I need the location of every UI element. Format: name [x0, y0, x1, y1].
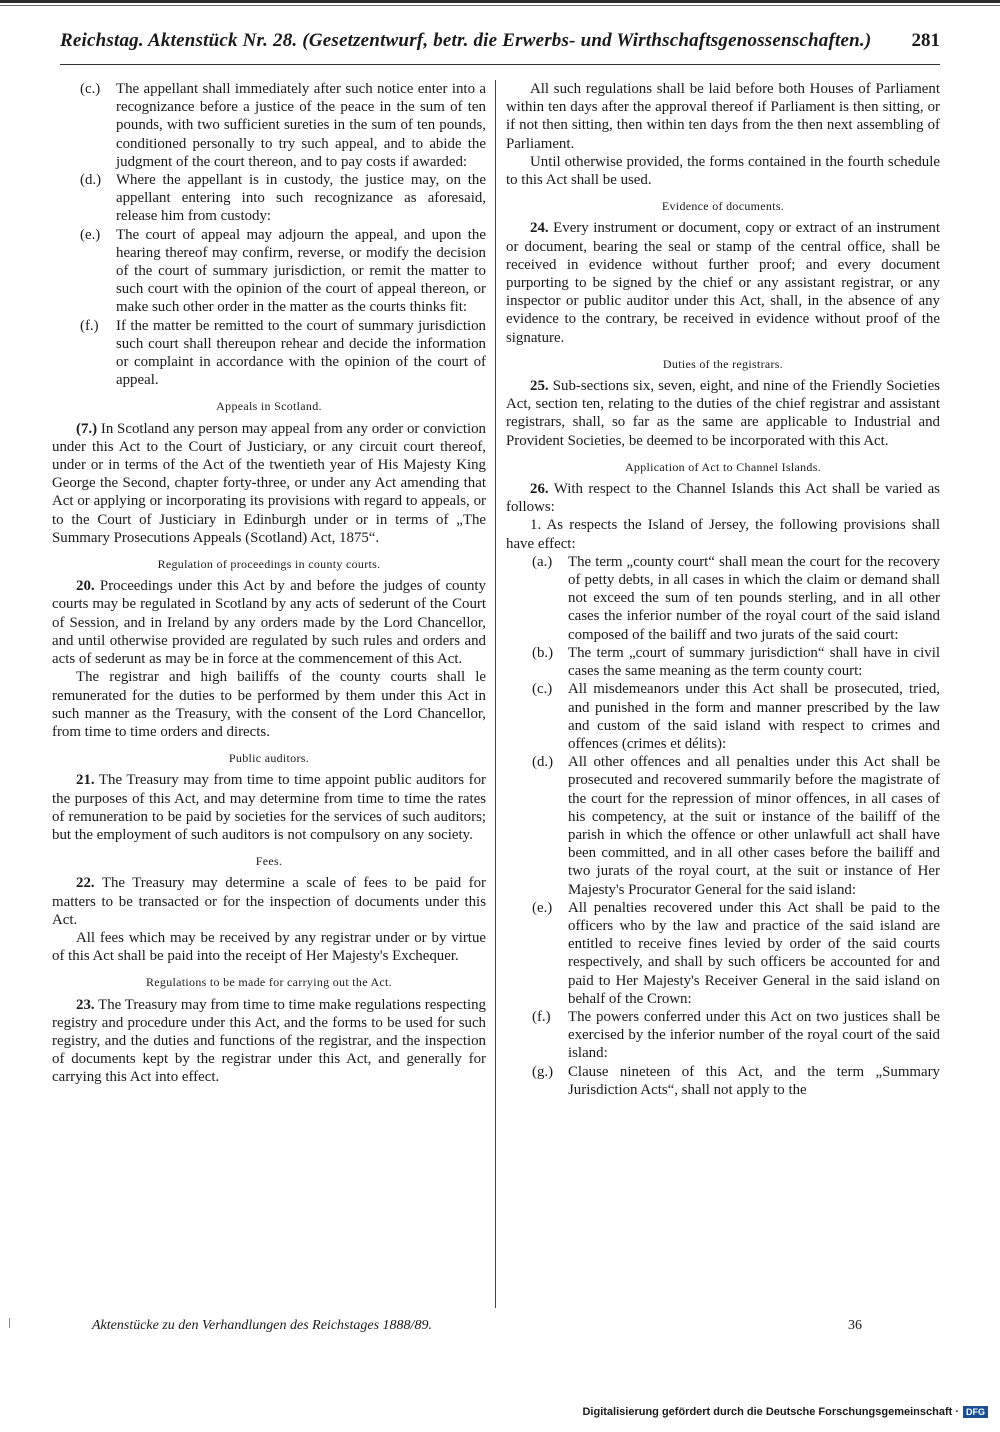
list-item	[506, 553, 940, 644]
footer-sheet-number: 36	[848, 1318, 862, 1333]
section-number: 21.	[76, 772, 95, 789]
item-text: Where the appellant is in custody, the justice may, on the appellant entering into such recognizance as aforesaid, release him from custody:	[116, 172, 486, 225]
section-text: Proceedings under this Act by and before the judges of county courts may be regulated in Scotland by any acts of sederunt of the Court of Session, and in Ireland by any orders made by the Lord Chancellor, and until otherwise provided are regulated by such rules and orders and acts of sederunt as may be in force at the commencement of this Act.	[52, 578, 486, 668]
list-item	[52, 171, 486, 226]
section-26	[506, 480, 940, 516]
section-24	[506, 219, 940, 346]
section-number: 23.	[76, 996, 95, 1013]
paragraph-7	[52, 420, 486, 547]
list-item	[506, 680, 940, 753]
dfg-logo-icon: DFG	[963, 1406, 988, 1418]
section-22-paragraph-2: All fees which may be received by any registrar under or by virtue of this Act shall be paid into the receipt of Her Majesty's Exchequer.	[52, 929, 486, 965]
list-item	[506, 1063, 940, 1099]
heading-public-auditors: Public auditors.	[228, 751, 310, 766]
section-number: 25.	[530, 378, 549, 395]
section-number: 22.	[76, 875, 95, 892]
digitization-text: Digitalisierung gefördert durch die Deutsche Forschungsgemeinschaft ·	[582, 1406, 959, 1418]
heading-fees: Fees.	[255, 854, 283, 869]
list-item	[52, 80, 486, 171]
section-text: The Treasury may determine a scale of fees to be paid for matters to be transacted or for the inspection of documents under this Act.	[52, 875, 486, 928]
item-text: All other offences and all penalties under this Act shall be prosecuted and recovered summarily before the magistrate of the court for the repression of minor offences, in all cases of his competency, at the suit or instance of the bailiff of the parish in which the offence or other unlawfull act shall have been committed, and in all other cases before the bailiff and two jurats of the royal court, at the suit or instance of Her Majesty's Procurator General for the said island:	[568, 754, 940, 898]
item-label: (a.)	[532, 553, 553, 570]
digitization-notice	[582, 1406, 988, 1418]
heading-regulations: Regulations to be made for carrying out the Act.	[145, 975, 392, 990]
section-22	[52, 874, 486, 929]
footer-source: Aktenstücke zu den Verhandlungen des Reichstages 1888/89.	[92, 1318, 432, 1333]
paragraph-text: In Scotland any person may appeal from any order or conviction under this Act to the Court of Justiciary, or any circuit court thereof, under or in terms of the Act of the twentieth year of His Majesty King George the Second, chapter forty-three, or under any Act amending that Act or applying or incorporating its provisions with regard to appeals, or to the Court of Justiciary in Edinburgh under or in terms of „The Summary Prosecutions Appeals (Scotland) Act, 1875“.	[52, 420, 486, 546]
section-25	[506, 377, 940, 450]
paragraph-number: (7.)	[76, 420, 98, 437]
item-label: (e.)	[532, 899, 553, 916]
header-title: Reichstag. Aktenstück Nr. 28. (Gesetzentwurf, betr. die Erwerbs- und Wirthschaftsgenossenschaften.)	[60, 30, 872, 51]
section-21	[52, 771, 486, 844]
item-text: Clause nineteen of this Act, and the term „Summary Jurisdiction Acts“, shall not apply to the	[568, 1063, 940, 1098]
item-text: The term „court of summary jurisdiction“ shall have in civil cases the same meaning as the term county court:	[568, 644, 940, 680]
section-23	[52, 996, 486, 1087]
section-text: The Treasury may from time to time make regulations respecting registry and procedure under this Act, and the forms to be used for such registry, and the duties and functions of the registrar, and the inspection of documents kept by the registrar under this Act, and generally for carrying this Act into effect.	[52, 996, 486, 1086]
right-column	[506, 80, 940, 1099]
item-label: (e.)	[80, 226, 101, 243]
heading-appeals-scotland: Appeals in Scotland.	[216, 399, 322, 414]
item-label: (g.)	[532, 1063, 554, 1080]
heading-duties: Duties of the registrars.	[662, 356, 784, 371]
list-item	[506, 899, 940, 1008]
heading-channel-islands: Application of Act to Channel Islands.	[624, 459, 822, 474]
item-text: The term „county court“ shall mean the court for the recovery of petty debts, in all cases in which the claim or demand shall not exceed the sum of ten pounds sterling, and in all other cases the inferior number of the royal court of the said island composed of the bailiff and two jurats of the said court:	[568, 553, 940, 643]
section-number: 26.	[530, 481, 549, 498]
list-item	[506, 644, 940, 680]
section-26-subsection-1: 1. As respects the Island of Jersey, the following provisions shall have effect:	[506, 517, 940, 552]
item-text: If the matter be remitted to the court of summary jurisdiction such court shall thereupon rehear and decide the information or complaint in accordance with the opinion of the court of appeal.	[116, 317, 486, 389]
item-label: (c.)	[532, 681, 553, 698]
page-number: 281	[911, 30, 940, 51]
left-column	[52, 80, 486, 1087]
top-rule	[0, 0, 1000, 3]
list-item	[52, 317, 486, 390]
item-label: (f.)	[532, 1008, 551, 1025]
item-text: All penalties recovered under this Act shall be paid to the officers who by the law and practice of the said island are entitled to receive fines levied by order of the said courts respectively, and shall by such officers be accounted for and paid to Her Majesty's Receiver General in the said island on behalf of the Crown:	[568, 899, 940, 1007]
heading-county-courts: Regulation of proceedings in county courts.	[157, 557, 381, 572]
page-header	[60, 30, 940, 60]
section-text: With respect to the Channel Islands this Act shall be varied as follows:	[506, 481, 940, 516]
item-label: (c.)	[80, 81, 101, 97]
section-20-paragraph-2: The registrar and high bailiffs of the county courts shall le remunerated for the duties to be performed by them under this Act in such manner as the Treasury, with the consent of the Lord Chancellor, from time to time orders and directs.	[52, 669, 486, 740]
item-label: (d.)	[532, 754, 554, 771]
item-label: (d.)	[80, 172, 102, 189]
section-number: 24.	[530, 220, 549, 237]
item-text: The court of appeal may adjourn the appeal, and upon the hearing thereof may confirm, reverse, or modify the decision of the court of summary jurisdiction, or remit the matter to such court with the opinion of the court of appeal thereon, or make such other order in the matter as the courts thinks fit:	[116, 226, 486, 316]
item-label: (b.)	[532, 644, 554, 661]
item-label: (f.)	[80, 317, 99, 334]
section-text: Every instrument or document, copy or extract of an instrument or document, bearing the seal or stamp of the central office, shall be received in evidence without further proof; and every document purporting to be signed by the chief or any assistant registrar, or any inspector or public auditor under this Act, shall, in the absence of any evidence to the contrary, be received in evidence without proof of the signature.	[506, 220, 940, 346]
top-rule-thin	[0, 5, 1000, 6]
margin-mark	[9, 1318, 10, 1328]
item-text: All misdemeanors under this Act shall be prosecuted, tried, and punished in the form and manner prescribed by the law and custom of the said island with respect to crimes and offences (crimes et délits):	[568, 681, 940, 752]
heading-evidence: Evidence of documents.	[661, 199, 785, 214]
section-text: The Treasury may from time to time appoint public auditors for the purposes of this Act, and may determine from time to time the rates of remuneration to be paid by societies for the services of such auditors; but the employment of such auditors is not compulsory on any society.	[52, 772, 486, 843]
paragraph-regulations-laid: All such regulations shall be laid before both Houses of Parliament within ten days after the approval thereof if Parliament is then sitting, or if not then sitting, then within ten days from the then next assembling of Parliament.	[506, 81, 940, 152]
paragraph-forms: Until otherwise provided, the forms contained in the fourth schedule to this Act shall be used.	[506, 153, 940, 189]
item-text: The appellant shall immediately after such notice enter into a recognizance before a justice of the peace in the sum of ten pounds, with two sufficient sureties in the sum of ten pounds, conditioned personally to try such appeal, and to abide the judgment of the court thereon, and to pay costs if awarded:	[116, 81, 486, 170]
header-rule	[60, 64, 940, 65]
section-text: Sub-sections six, seven, eight, and nine of the Friendly Societies Act, section ten, relating to the duties of the chief registrar and assistant registrars, shall, so far as the same are applicable to Industrial and Provident Societies, be deemed to be incorporated with this Act.	[506, 378, 940, 449]
list-item	[506, 1008, 940, 1063]
section-20	[52, 577, 486, 668]
list-item	[52, 226, 486, 317]
section-number: 20.	[76, 578, 95, 595]
column-divider	[495, 80, 496, 1308]
item-text: The powers conferred under this Act on two justices shall be exercised by the inferior number of the royal court of the said island:	[568, 1008, 940, 1062]
list-item	[506, 753, 940, 899]
